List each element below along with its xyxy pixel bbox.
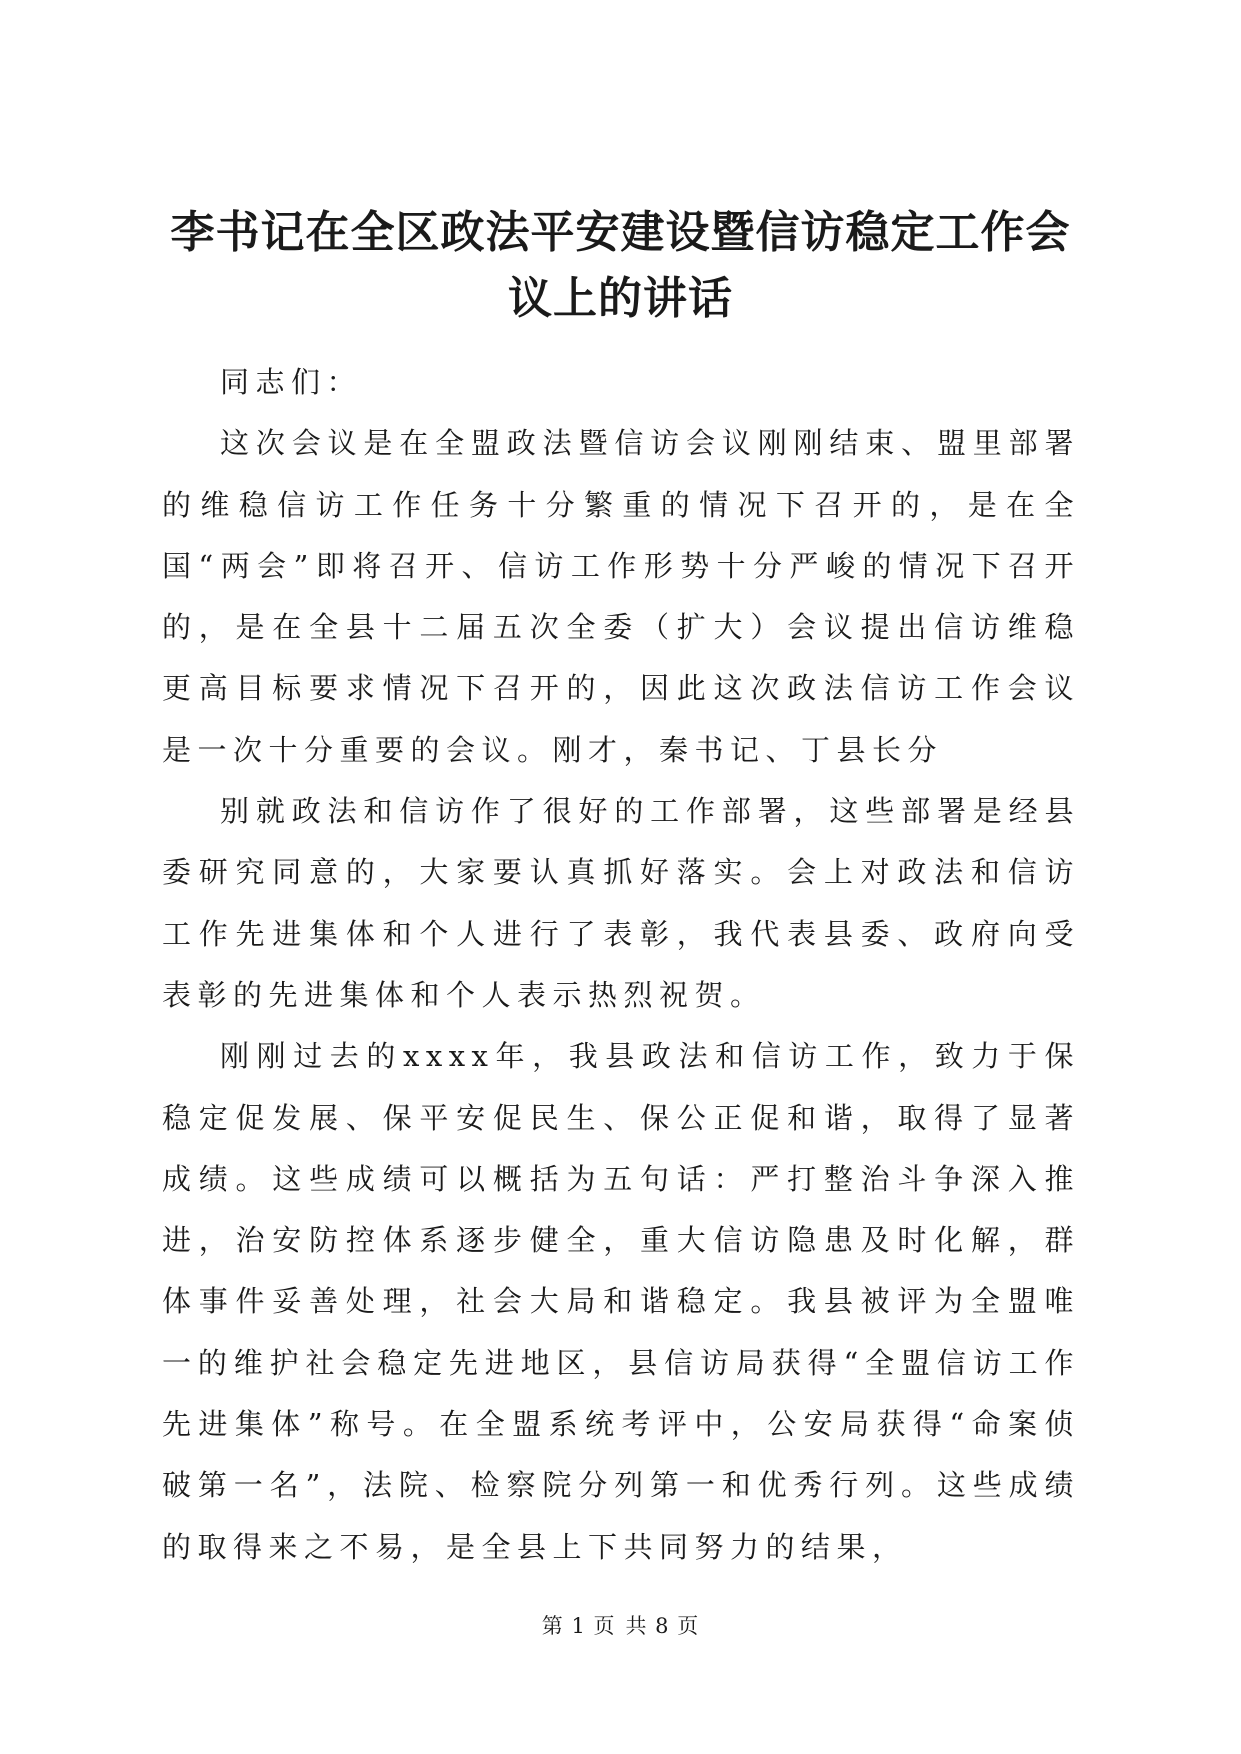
page-number: 第 1 页 [541, 1614, 616, 1638]
paragraph-1: 这次会议是在全盟政法暨信访会议刚刚结束、盟里部署的维稳信访工作任务十分繁重的情况下召开的，是在全国“两会”即将召开、信访工作形势十分严峻的情况下召开的，是在全县十二届五次全委（扩大）会议提出信访维稳更高目标要求情况下召开的，因此这次政法信访工作会议是一次十分重要的会议。刚才，秦书记、丁县长分 [162, 426, 1080, 767]
paragraph-3: 刚刚过去的xxxx年，我县政法和信访工作，致力于保稳定促发展、保平安促民生、保公正促和谐，取得了显著成绩。这些成绩可以概括为五句话：严打整治斗争深入推进，治安防控体系逐步健全，重大信访隐患及时化解，群体事件妥善处理，社会大局和谐稳定。我县被评为全盟唯一的维护社会稳定先进地区，县信访局获得“全盟信访工作先进集体”称号。在全盟系统考评中，公安局获得“命案侦破第一名”，法院、检察院分列第一和优秀行列。这些成绩的取得来之不易，是全县上下共同努力的结果， [162, 1039, 1080, 1564]
title-line-1: 李书记在全区政法平安建设暨信访稳定工作会 [170, 207, 1071, 258]
title-line-2: 议上的讲话 [508, 273, 733, 324]
document-title [150, 200, 1091, 332]
salutation: 同志们： [220, 365, 363, 399]
page-total: 共 8 页 [625, 1614, 700, 1638]
paragraph-2: 别就政法和信访作了很好的工作部署，这些部署是经县委研究同意的，大家要认真抓好落实。会上对政法和信访工作先进集体和个人进行了表彰，我代表县委、政府向受表彰的先进集体和个人表示热烈祝贺。 [162, 794, 1080, 1012]
document-body [162, 352, 1080, 1578]
page-footer [0, 1611, 1241, 1641]
